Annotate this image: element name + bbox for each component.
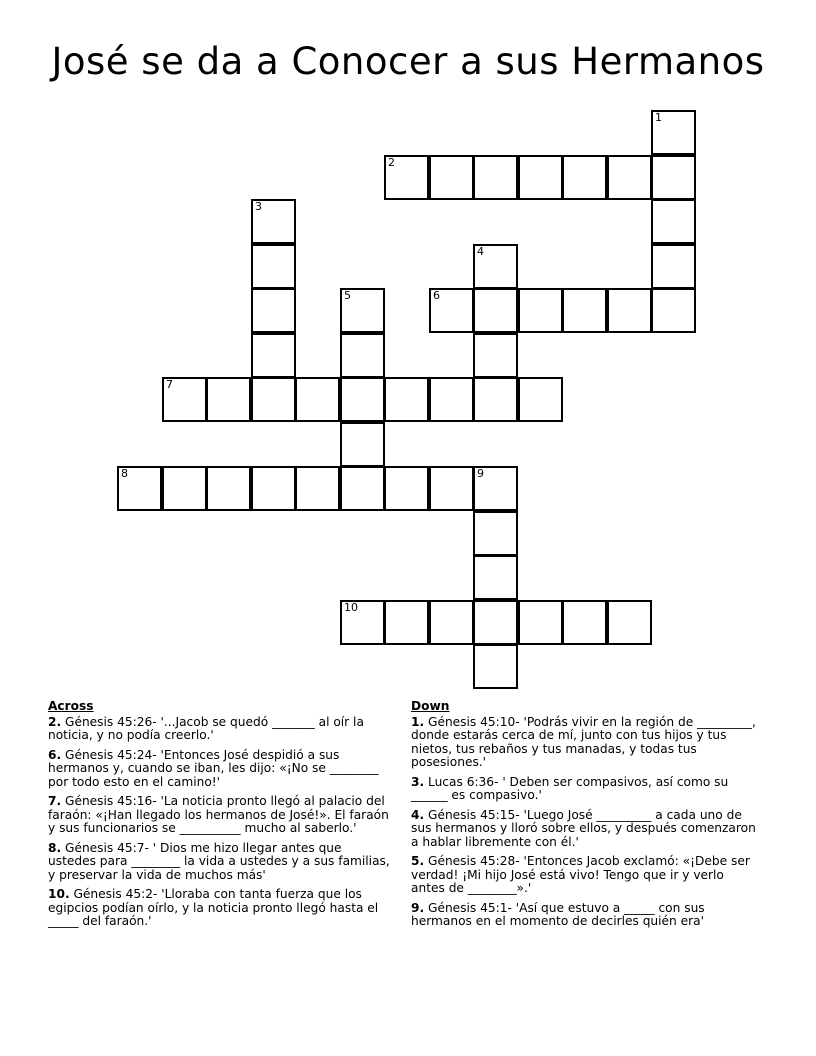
crossword-cell[interactable]: [251, 244, 296, 289]
crossword-cell[interactable]: [206, 466, 251, 511]
across-clue: [48, 716, 393, 743]
crossword-cell[interactable]: [429, 288, 474, 333]
clue-number: 4: [477, 245, 484, 258]
clue-number: 5: [344, 289, 351, 302]
across-clue: [48, 888, 393, 929]
down-clue: [411, 716, 756, 770]
clue-number: 6: [433, 289, 440, 302]
crossword-cell[interactable]: [429, 377, 474, 422]
clue-number: 10.: [48, 887, 70, 901]
crossword-cell[interactable]: [607, 288, 652, 333]
clue-number: 3: [255, 200, 262, 213]
clue-text: Génesis 45:2- 'Lloraba con tanta fuerza que los egipcios podían oírlo, y la noticia pronto llegó hasta el _____ del faraón.': [48, 887, 379, 928]
clue-number: 5.: [411, 854, 425, 868]
crossword-cell[interactable]: [162, 466, 207, 511]
clue-number: 2.: [48, 714, 62, 729]
clue-number: 1.: [411, 714, 425, 729]
crossword-cell[interactable]: [562, 600, 607, 645]
clue-text: Génesis 45:24- 'Entonces José despidió a sus hermanos y, cuando se iban, les dijo: «¡No se ________ por todo esto en el camino!': [48, 747, 379, 789]
crossword-cell[interactable]: [295, 466, 340, 511]
crossword-cell[interactable]: [651, 199, 696, 244]
clue-text: Génesis 45:26- '...Jacob se quedó _______ al oír la noticia, y no podía creerlo.': [48, 714, 364, 742]
down-clue: [411, 809, 756, 850]
down-clue: [411, 902, 756, 929]
crossword-cell[interactable]: [651, 288, 696, 333]
clue-text: Génesis 45:10- 'Podrás vivir en la región de _________, donde estarás cerca de mí, junto con tus hijos y tus nietos, tus rebaños y tus manadas, y todas tus posesiones.': [411, 714, 756, 769]
clue-text: Génesis 45:1- 'Así que estuvo a _____ con sus hermanos en el momento de decirles quién era': [411, 900, 705, 928]
crossword-cell[interactable]: [607, 600, 652, 645]
crossword-cell[interactable]: [473, 155, 518, 200]
clue-number: 10: [344, 601, 358, 614]
down-clue: [411, 776, 756, 803]
crossword-cell[interactable]: [473, 377, 518, 422]
crossword-cell[interactable]: [429, 600, 474, 645]
clue-number: 9.: [411, 900, 425, 915]
crossword-cell[interactable]: [518, 288, 563, 333]
crossword-cell[interactable]: [162, 377, 207, 422]
crossword-cell[interactable]: [340, 377, 385, 422]
down-heading: Down: [411, 699, 450, 713]
clue-number: 7.: [48, 794, 62, 808]
crossword-cell[interactable]: [473, 288, 518, 333]
crossword-cell[interactable]: [651, 110, 696, 155]
clue-number: 7: [166, 378, 173, 391]
across-clue: [48, 749, 393, 790]
crossword-cell[interactable]: [340, 288, 385, 333]
crossword-cell[interactable]: [251, 333, 296, 378]
clue-number: 3.: [411, 774, 425, 789]
crossword-cell[interactable]: [251, 288, 296, 333]
crossword-cell[interactable]: [340, 422, 385, 467]
clue-number: 8: [121, 467, 128, 480]
crossword-cell[interactable]: [429, 155, 474, 200]
across-clue: [48, 842, 393, 883]
down-clue: [411, 855, 756, 896]
crossword-cell[interactable]: [251, 199, 296, 244]
crossword-cell[interactable]: [473, 600, 518, 645]
clue-text: Génesis 45:15- 'Luego José _________ a cada uno de sus hermanos y lloró sobre ellos, y después comenzaron a hablar libremente con él.': [411, 807, 756, 849]
crossword-cell[interactable]: [384, 377, 429, 422]
crossword-cell[interactable]: [473, 555, 518, 600]
crossword-cell[interactable]: [429, 466, 474, 511]
clue-number: 4.: [411, 807, 425, 822]
crossword-cell[interactable]: [518, 377, 563, 422]
crossword-cell[interactable]: [473, 333, 518, 378]
crossword-cell[interactable]: [607, 155, 652, 200]
crossword-cell[interactable]: [651, 155, 696, 200]
crossword-cell[interactable]: [251, 377, 296, 422]
crossword-cell[interactable]: [473, 466, 518, 511]
crossword-cell[interactable]: [295, 377, 340, 422]
across-clues: [48, 700, 393, 935]
crossword-cell[interactable]: [651, 244, 696, 289]
across-clue: [48, 795, 393, 836]
crossword-cell[interactable]: [518, 155, 563, 200]
crossword-cell[interactable]: [562, 155, 607, 200]
clue-text: Génesis 45:7- ' Dios me hizo llegar antes que ustedes para ________ la vida a ustedes y a sus familias, y preservar la vida de muchos más': [48, 840, 390, 882]
crossword-cell[interactable]: [473, 244, 518, 289]
crossword-cell[interactable]: [251, 466, 296, 511]
crossword-cell[interactable]: [518, 600, 563, 645]
crossword-cell[interactable]: [384, 155, 429, 200]
crossword-cell[interactable]: [340, 600, 385, 645]
clue-text: Génesis 45:28- 'Entonces Jacob exclamó: «¡Debe ser verdad! ¡Mi hijo José está vivo! Tengo que ir y verlo antes de ________».': [411, 854, 750, 895]
clue-number: 9: [477, 467, 484, 480]
across-heading: Across: [48, 699, 94, 713]
crossword-cell[interactable]: [206, 377, 251, 422]
crossword-cell[interactable]: [473, 644, 518, 689]
page-title: José se da a Conocer a sus Hermanos: [51, 40, 765, 83]
down-clues: [411, 700, 756, 935]
clue-number: 1: [655, 111, 662, 124]
clue-number: 8.: [48, 840, 62, 855]
clue-number: 2: [388, 156, 395, 169]
crossword-cell[interactable]: [562, 288, 607, 333]
clue-text: Génesis 45:16- 'La noticia pronto llegó al palacio del faraón: «¡Han llegado los hermanos de José!». El faraón y sus funcionarios se __________ mucho al saberlo.': [48, 794, 389, 835]
crossword-cell[interactable]: [384, 600, 429, 645]
crossword-cell[interactable]: [473, 511, 518, 556]
clue-number: 6.: [48, 747, 62, 762]
crossword-cell[interactable]: [340, 466, 385, 511]
crossword-cell[interactable]: [340, 333, 385, 378]
clue-text: Lucas 6:36- ' Deben ser compasivos, así como su ______ es compasivo.': [411, 774, 729, 802]
crossword-cell[interactable]: [117, 466, 162, 511]
crossword-cell[interactable]: [384, 466, 429, 511]
